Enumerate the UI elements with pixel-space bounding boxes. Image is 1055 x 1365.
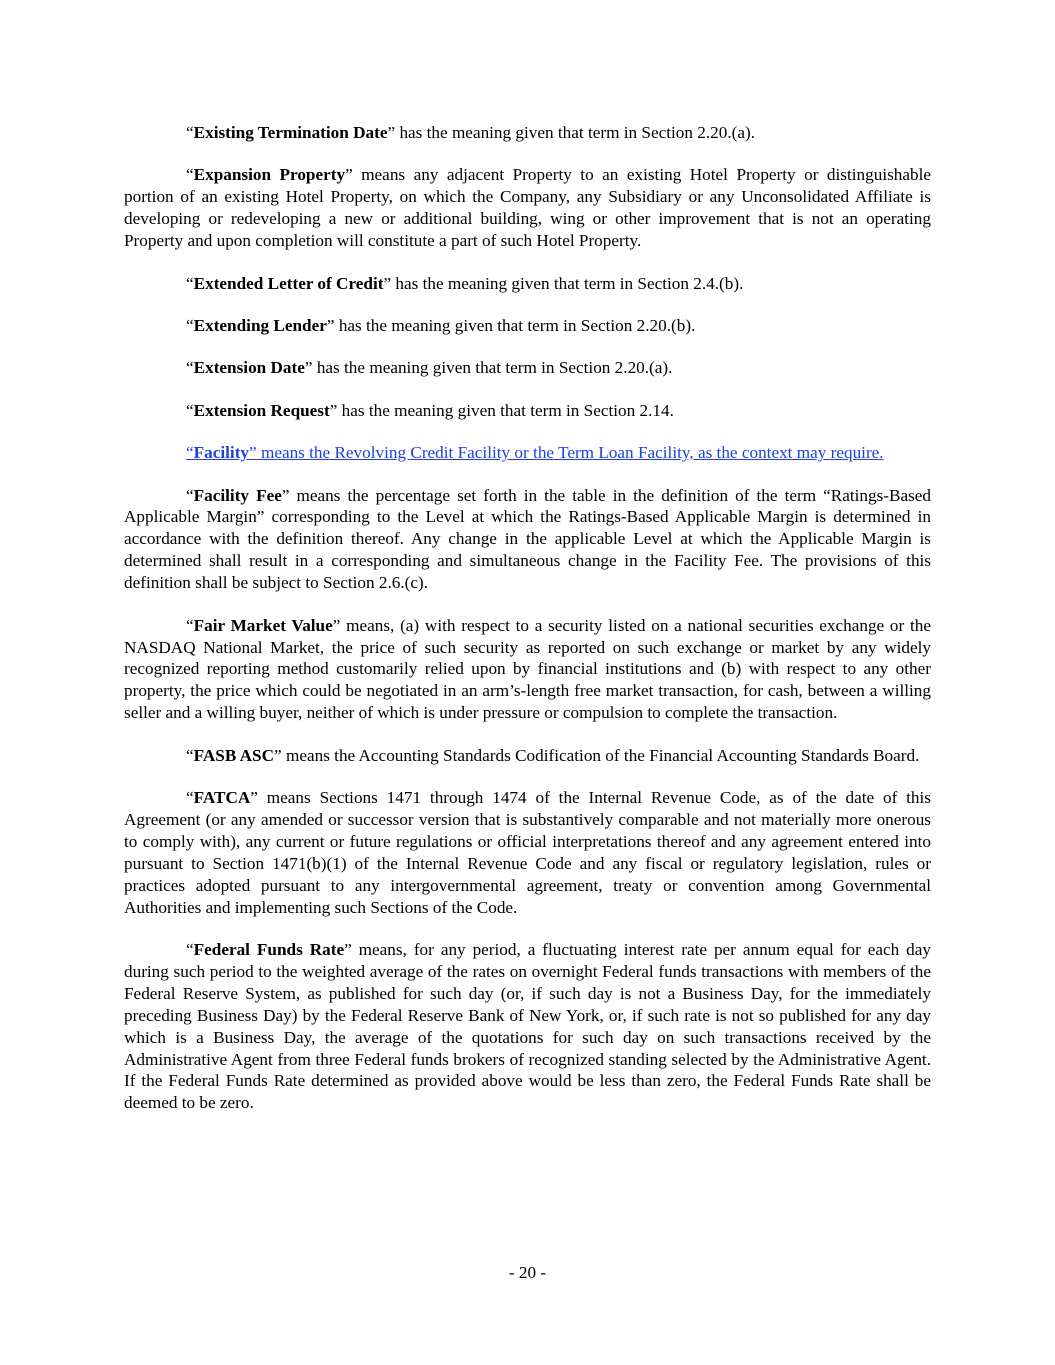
definition-paragraph: “Extended Letter of Credit” has the meaning given that term in Section 2.4.(b). (186, 273, 744, 293)
defined-term: Extending Lender (193, 315, 327, 335)
document-body (124, 122, 931, 1135)
definition-text: means the Accounting Standards Codification of the Financial Accounting Standards Board. (281, 745, 920, 765)
definition-paragraph: “Existing Termination Date” has the meaning given that term in Section 2.20.(a). (186, 123, 756, 142)
defined-term: Extension Request (193, 400, 330, 420)
page-number: - 20 - (508, 1263, 547, 1282)
definition-text: has the meaning given that term in Section 2.20.(a). (395, 123, 756, 142)
definition-text: has the meaning given that term in Section 2.4.(b). (391, 273, 744, 293)
defined-term: FASB ASC (193, 745, 275, 765)
defined-term: Expansion Property (193, 165, 346, 185)
definition-paragraph: “Facility Fee” means the percentage set forth in the table in the definition of the term “Ratings-Based Applicable Margin” corresponding to the Level at which the Ratings-Based Applicable Margin is determined in accordance with the definition thereof. Any change in the applicable Level at which the Applicable Margin is determined shall result in a corresponding and simultaneous change in the Facility Fee. The provisions of this definition shall be subject to Section 2.6.(c). (124, 485, 932, 593)
definition-paragraph: “FATCA” means Sections 1471 through 1474 of the Internal Revenue Code, as of the date of this Agreement (or any amended or successor version that is substantively comparable and not materially more onerous to comply with), any current or future regulations or official interpretations thereof and any agreement entered into pursuant to Section 1471(b)(1) of the Internal Revenue Code and any fiscal or regulatory legislation, rules or practices adopted pursuant to any intergovernmental agreement, treaty or convention among Governmental Authorities and implementing such Sections of the Code. (124, 788, 931, 917)
defined-term: Facility (193, 443, 250, 463)
definition-text: means the percentage set forth in the table in the definition of the term “Ratings-Based Applicable Margin” corresponding to the Level at which the Ratings-Based Applicable Margin is determined in accordance with the definition thereof. Any change in the applicable Level at which the Applicable Margin is determined shall result in a corresponding and simultaneous change in the Facility Fee. The provisions of this definition shall be subject to Section 2.6.(c). (124, 485, 932, 593)
definition-text: means the Revolving Credit Facility or the Term Loan Facility, as the context may require. (256, 443, 884, 463)
defined-term: Extended Letter of Credit (193, 273, 384, 293)
definition-text: has the meaning given that term in Section 2.20.(b). (334, 315, 696, 335)
definition-paragraph: “FASB ASC” means the Accounting Standards Codification of the Financial Accounting Standards Board. (186, 745, 920, 765)
definition-text: means Sections 1471 through 1474 of the Internal Revenue Code, as of the date of this Agreement (or any amended or successor version that is substantively comparable and not materially more onerous to comply with), any current or future regulations or official interpretations thereof and any agreement entered into pursuant to Section 1471(b)(1) of the Internal Revenue Code and any fiscal or regulatory legislation, rules or practices adopted pursuant to any intergovernmental agreement, treaty or convention among Governmental Authorities and implementing such Sections of the Code. (124, 788, 931, 917)
definition-text: has the meaning given that term in Section 2.20.(a). (312, 358, 673, 378)
definition-text: means, (a) with respect to a security listed on a national securities exchange or the NASDAQ National Market, the price of such security as reported on such exchange or market by any widely recognized reporting method customarily relied upon by financial institutions and (b) with respect to any other property, the price which could be negotiated in an arm’s-length free market transaction, for cash, between a willing seller and a willing buyer, neither of which is under pressure or compulsion to complete the transaction. (124, 615, 931, 723)
defined-term: FATCA (193, 788, 251, 808)
defined-term: Extension Date (193, 358, 305, 378)
definition-paragraph: “Extension Request” has the meaning given that term in Section 2.14. (186, 400, 674, 420)
defined-term: Federal Funds Rate (193, 939, 345, 959)
defined-term: Fair Market Value (193, 615, 333, 635)
definition-paragraph: “Federal Funds Rate” means, for any period, a fluctuating interest rate per annum equal for each day during such period to the weighted average of the rates on overnight Federal funds transactions with members of the Federal Reserve System, as published for such day (or, if such day is not a Business Day, for the immediately preceding Business Day) by the Federal Reserve Bank of New York, or, if such rate is not so published for any day which is a Business Day, the average of the quotations for such day on such transactions received by the Administrative Agent from three Federal funds brokers of recognized standing selected by the Administrative Agent. If the Federal Funds Rate determined as provided above would be less than zero, the Federal Funds Rate shall be deemed to be zero. (124, 939, 931, 1113)
definition-paragraph: “Extending Lender” has the meaning given that term in Section 2.20.(b). (186, 315, 696, 335)
definition-paragraph: “Extension Date” has the meaning given that term in Section 2.20.(a). (186, 358, 673, 378)
defined-term: Existing Termination Date (193, 123, 388, 142)
definition-paragraph: “Fair Market Value” means, (a) with respect to a security listed on a national securities exchange or the NASDAQ National Market, the price of such security as reported on such exchange or market by any widely recognized reporting method customarily relied upon by financial institutions and (b) with respect to any other property, the price which could be negotiated in an arm’s-length free market transaction, for cash, between a willing seller and a willing buyer, neither of which is under pressure or compulsion to complete the transaction. (124, 615, 931, 723)
definition-text: means any adjacent Property to an existing Hotel Property or distinguishable portion of an existing Hotel Property, on which the Company, any Subsidiary or any Unconsolidated Affiliate is developing or redeveloping a new or additional building, wing or other improvement that is not an operating Property and upon completion will constitute a part of such Hotel Property. (124, 165, 931, 251)
definition-text: means, for any period, a fluctuating interest rate per annum equal for each day during such period to the weighted average of the rates on overnight Federal funds transactions with members of the Federal Reserve System, as published for such day (or, if such day is not a Business Day, for the immediately preceding Business Day) by the Federal Reserve Bank of New York, or, if such rate is not so published for any day which is a Business Day, the average of the quotations for such day on such transactions received by the Administrative Agent from three Federal funds brokers of recognized standing selected by the Administrative Agent. If the Federal Funds Rate determined as provided above would be less than zero, the Federal Funds Rate shall be deemed to be zero. (124, 939, 931, 1113)
definition-text: has the meaning given that term in Section 2.14. (337, 400, 674, 420)
definition-paragraph: “Expansion Property” means any adjacent Property to an existing Hotel Property or distinguishable portion of an existing Hotel Property, on which the Company, any Subsidiary or any Unconsolidated Affiliate is developing or redeveloping a new or additional building, wing or other improvement that is not an operating Property and upon completion will constitute a part of such Hotel Property. (124, 165, 931, 251)
defined-term: Facility Fee (193, 485, 282, 505)
inserted-definition-paragraph: “Facility” means the Revolving Credit Facility or the Term Loan Facility, as the context may require. (186, 443, 884, 463)
